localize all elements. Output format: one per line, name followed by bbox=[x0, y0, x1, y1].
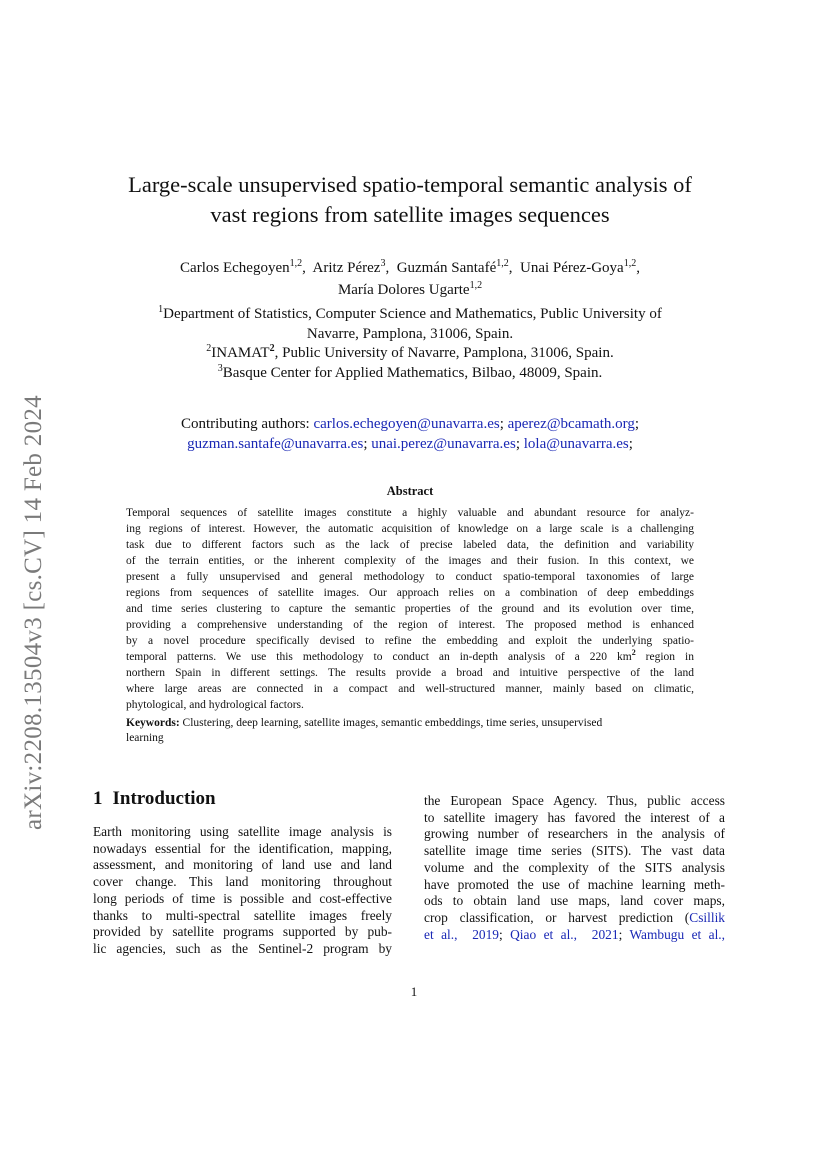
affiliation-mark: 2 bbox=[206, 343, 212, 354]
body-line: growing number of researchers in the analysis of bbox=[424, 826, 725, 842]
arxiv-identifier: arXiv:2208.13504v3 [cs.CV] 14 Feb 2024 bbox=[20, 395, 47, 830]
contributing-line-2 bbox=[100, 434, 720, 454]
email-link[interactable]: unai.perez@unavarra.es bbox=[371, 436, 516, 452]
body-line: volume and the complexity of the SITS analysis bbox=[424, 859, 725, 875]
citation-link[interactable]: Csillik bbox=[689, 909, 725, 925]
author-name: Unai Pérez-Goya bbox=[519, 260, 624, 276]
author-line-1 bbox=[100, 257, 720, 279]
abstract-line: of the terrain entities, or the inherent complexity of the images and their fusion. In this context, we bbox=[126, 555, 694, 567]
author-separator: , bbox=[385, 260, 397, 276]
body-line: lic agencies, such as the Sentinel-2 program by bbox=[93, 940, 392, 956]
author-name: Carlos Echegoyen bbox=[180, 260, 290, 276]
keywords bbox=[126, 716, 694, 746]
contributing-authors bbox=[100, 414, 720, 454]
email-separator: ; bbox=[363, 436, 372, 452]
author-affiliation-mark: 1,2 bbox=[496, 258, 509, 269]
author-name: Guzmán Santafé bbox=[396, 260, 497, 276]
citation-separator: ; bbox=[618, 926, 630, 942]
keywords-text: Clustering, deep learning, satellite images, semantic embeddings, time series, unsupervised bbox=[179, 717, 603, 729]
author-name: María Dolores Ugarte bbox=[337, 282, 470, 298]
abstract-line: providing a comprehensive understanding of the region of interest. The proposed method is enhanced bbox=[126, 619, 694, 631]
body-line: satellite image time series (SITS). The vast data bbox=[424, 843, 725, 859]
abstract-line: northern Spain in different settings. The results provide a broad and intuitive perspective of the land bbox=[126, 667, 694, 679]
body-line: assessment, and monitoring of land use and land bbox=[93, 857, 392, 873]
email-link[interactable]: carlos.echegoyen@unavarra.es bbox=[313, 416, 500, 432]
title-line-2: vast regions from satellite images sequences bbox=[210, 202, 610, 227]
citation-separator: ; bbox=[499, 926, 511, 942]
body-line: thanks to multi-spectral satellite images freely bbox=[93, 907, 392, 923]
author-separator: , bbox=[636, 260, 640, 276]
title-line-1: Large-scale unsupervised spatio-temporal semantic analysis of bbox=[128, 172, 692, 197]
abstract-line-tail: region in bbox=[635, 651, 694, 663]
abstract-line: where large areas are connected in a compact and well-structured manner, mainly based on climatic, bbox=[126, 683, 694, 695]
author-affiliation-mark: 1,2 bbox=[289, 258, 303, 269]
contributing-line-1 bbox=[100, 414, 720, 434]
author-line-2 bbox=[100, 279, 720, 301]
section-heading bbox=[93, 788, 216, 810]
paper-title bbox=[100, 170, 720, 230]
affiliation-name: INAMAT bbox=[211, 345, 270, 361]
email-separator: ; bbox=[634, 416, 640, 432]
author-name: Aritz Pérez bbox=[312, 260, 381, 276]
unit-exponent: 2 bbox=[631, 648, 636, 657]
section-title: Introduction bbox=[112, 788, 216, 809]
keywords-line-1 bbox=[126, 716, 694, 731]
email-separator: ; bbox=[515, 436, 524, 452]
author-affiliation-mark: 1,2 bbox=[623, 258, 637, 269]
affiliation-1 bbox=[100, 305, 720, 325]
affiliation-text: Basque Center for Applied Mathematics, Bilbao, 48009, Spain. bbox=[222, 364, 603, 381]
citation-link[interactable]: Qiao et al., 2021 bbox=[510, 926, 619, 942]
keywords-label: Keywords: bbox=[126, 717, 180, 729]
body-line bbox=[424, 927, 725, 944]
email-separator: ; bbox=[628, 436, 633, 452]
affiliation-name-mark: 2 bbox=[269, 343, 275, 354]
abstract-line: Temporal sequences of satellite images constitute a highly valuable and abundant resource for analyz- bbox=[126, 507, 694, 519]
email-link[interactable]: aperez@bcamath.org bbox=[507, 416, 635, 432]
email-link[interactable]: lola@unavarra.es bbox=[523, 436, 629, 452]
section-number: 1 bbox=[93, 788, 103, 809]
intro-left-column bbox=[93, 824, 392, 958]
body-line: the European Space Agency. Thus, public access bbox=[424, 793, 725, 808]
contributing-label: Contributing authors: bbox=[180, 416, 314, 432]
author-list bbox=[100, 257, 720, 301]
body-text: crop classification, or harvest prediction ( bbox=[424, 909, 690, 925]
affiliation-1-continued: Navarre, Pamplona, 31006, Spain. bbox=[306, 325, 514, 342]
email-separator: ; bbox=[499, 416, 508, 432]
author-separator: , bbox=[302, 260, 313, 276]
affiliation-text: , Public University of Navarre, Pamplona, 31006, Spain. bbox=[274, 345, 614, 361]
body-line: ods to obtain land use maps, land cover maps, bbox=[424, 893, 725, 909]
email-link[interactable]: guzman.santafe@unavarra.es bbox=[187, 436, 364, 452]
abstract-line: ing regions of interest. However, the automatic acquisition of knowledge on a large scale is a challenging bbox=[126, 523, 694, 535]
body-line: cover change. This land monitoring throughout bbox=[93, 874, 392, 890]
affiliation-text: Department of Statistics, Computer Science and Mathematics, Public University of bbox=[163, 306, 662, 322]
affiliation-2 bbox=[100, 344, 720, 364]
body-line: long periods of time is possible and cost-effective bbox=[93, 890, 392, 906]
author-separator: , bbox=[508, 260, 520, 276]
abstract-line: task due to different factors such as the lack of precise labeled data, the definition and variability bbox=[126, 539, 694, 551]
body-line: nowadays essential for the identification, mapping, bbox=[93, 840, 392, 856]
body-line: provided by satellite programs supported by pub- bbox=[93, 924, 392, 940]
affiliation-3 bbox=[100, 364, 720, 384]
body-line: Earth monitoring using satellite image analysis is bbox=[93, 824, 392, 839]
abstract-line: by a novel procedure specifically devised to refine the embedding and exploit the underlying spatio- bbox=[126, 635, 694, 647]
affiliation-mark: 1 bbox=[158, 304, 164, 315]
author-affiliation-mark: 1,2 bbox=[469, 280, 483, 291]
citation-link[interactable]: et al., 2019 bbox=[424, 926, 500, 942]
abstract-line: present a fully unsupervised and general methodology to conduct spatio-temporal taxonomies of large bbox=[126, 571, 694, 583]
body-line: to satellite imagery has favored the interest of a bbox=[424, 809, 725, 825]
abstract-line: and time series clustering to capture the semantic properties of the ground and its evolution over time, bbox=[126, 603, 694, 615]
body-line bbox=[424, 910, 725, 927]
abstract-line: regions from sequences of satellite images. Our approach relies on a combination of deep embeddings bbox=[126, 587, 694, 599]
intro-right-column bbox=[424, 793, 725, 943]
abstract-line bbox=[126, 649, 694, 665]
author-affiliation-mark: 3 bbox=[380, 258, 386, 269]
affiliation-mark: 3 bbox=[217, 362, 223, 374]
abstract-line: phytological, and hydrological factors. bbox=[126, 699, 304, 711]
page-number: 1 bbox=[410, 984, 418, 999]
body-line: have promoted the use of machine learning meth- bbox=[424, 876, 725, 892]
keywords-line-2: learning bbox=[126, 732, 164, 744]
citation-link[interactable]: Wambugu et al., bbox=[629, 926, 725, 942]
abstract-heading: Abstract bbox=[386, 484, 434, 498]
affiliations bbox=[100, 305, 720, 383]
abstract-body bbox=[126, 505, 694, 713]
abstract-line-text: temporal patterns. We use this methodology to conduct an in-depth analysis of a 220 km bbox=[126, 651, 632, 663]
